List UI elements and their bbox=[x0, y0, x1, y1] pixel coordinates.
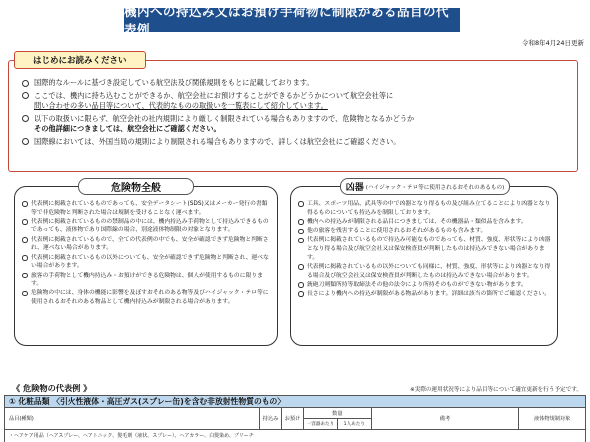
circle-bullet-icon bbox=[298, 219, 304, 225]
table-header bbox=[4, 408, 586, 430]
column-item: 品目(種類) bbox=[5, 408, 260, 429]
category-bar: ① 化粧品類 〈引火性液体・高圧ガス(スプレー缶)を含む非放射性物質のもの〉 bbox=[4, 395, 586, 408]
section-note: ※実際の運用状況等により品目等について適宜更新を行う予定です。 bbox=[410, 387, 582, 393]
weapons-heading-note: (ハイジャック・テロ等に使用されるおそれのあるもの) bbox=[365, 184, 505, 191]
list-item: 代表例に掲載されているもの以外についても同様に、材質、強度、形状等により凶器となり得る場合及び航空会社又は保安検査員が判断したものは持込みできない場合があります。 bbox=[298, 263, 554, 280]
circle-bullet-icon bbox=[22, 92, 29, 99]
weapons-heading: 凶器 (ハイジャック・テロ等に使用されるおそれのあるもの) bbox=[340, 178, 510, 195]
circle-bullet-icon bbox=[22, 115, 29, 122]
table-row: ・ヘアケア用品（ヘアスプレー、ヘアトニック、髪毛剤（液状、スプレー）、ヘアカラー、白髪染め、ブリーチ bbox=[4, 430, 586, 442]
list-item: 長さにより機内への持込が制限がある物品があります。詳細は該当の箇所でご確認ください。 bbox=[298, 290, 554, 299]
dangerous-goods-heading: 危険物全般 bbox=[78, 178, 194, 195]
circle-bullet-icon bbox=[22, 237, 28, 243]
list-item: 代表例に掲載されているものであっても、安全データシート(SDS)又はメーカー発行の書類等で非危険物と判断された場合は規制を受けることなく運べます。 bbox=[22, 200, 272, 217]
circle-bullet-icon bbox=[22, 273, 28, 279]
circle-bullet-icon bbox=[22, 219, 28, 225]
circle-bullet-icon bbox=[22, 80, 29, 87]
updated-date: 令和8年4月24日更新 bbox=[521, 39, 584, 47]
column-quantity: 数量 一容器あたり 1人あたり bbox=[304, 408, 372, 429]
list-item: 代表例に掲載されているもの以外についても、安全が確認できず危険物と判断され、運べない場合があります。 bbox=[22, 254, 272, 271]
list-item: 機内への持込みが制限される品目につきましては、その機器品・類似品を含みます。 bbox=[298, 218, 554, 227]
intro-item: 以下の取扱いに限らず、航空会社の社内規則により厳しく制限されている場合もありますので、危険物となるかどうか その他詳細につきましては、航空会社にご確認ください。 bbox=[22, 114, 572, 135]
dangerous-goods-list bbox=[22, 200, 272, 307]
circle-bullet-icon bbox=[298, 201, 304, 207]
list-item: 工具、スポーツ用品、武具等の中で凶器となり得るもの及び組み立てることにより凶器となり得るものについても持込みを制限しております。 bbox=[298, 200, 554, 217]
intro-item: ここでは、機内に持ち込むことができるか、航空会社にお預けすることができるかどうかについて航空会社等に 問い合わせの多い品目等について、代表的なものの取扱いを一覧表にして紹介しています。 bbox=[22, 91, 572, 112]
column-qty-per-person: 1人あたり bbox=[343, 422, 365, 427]
circle-bullet-icon bbox=[22, 138, 29, 145]
list-item: 他の旅客を残害することに使用されるおそれがあるものも含みます。 bbox=[298, 227, 554, 236]
list-item: 代表例に掲載されているもので、全ての代表例の中でも、安全が確認できず危険物と判断され、運べない場合があります。 bbox=[22, 236, 272, 253]
intro-heading: はじめにお読みください bbox=[14, 51, 146, 69]
intro-item: 国際線においては、外国当局の規則により制限される場合もありますので、詳しくは航空会社にご確認ください。 bbox=[22, 137, 572, 147]
column-remarks: 備考 bbox=[372, 408, 519, 429]
list-item: 銃砲刀剣類所持等取締法その他の法令により所持そのものができない物があります。 bbox=[298, 281, 554, 290]
circle-bullet-icon bbox=[298, 229, 304, 235]
list-item: 旅客の手荷物として機内持込み・お預けができる危険物は、個人が使用するものに限ります。 bbox=[22, 272, 272, 289]
intro-item: 国際的なルールに基づき設定している航空法及び関係規則をもとに記載しております。 bbox=[22, 78, 572, 88]
page-title: 機内への持込み又はお預け手荷物に制限がある品目の代表例 bbox=[124, 8, 460, 32]
circle-bullet-icon bbox=[298, 282, 304, 288]
circle-bullet-icon bbox=[22, 201, 28, 207]
circle-bullet-icon bbox=[298, 264, 304, 270]
column-carry-on: 持込み bbox=[260, 408, 282, 429]
column-qty-per-container: 一容器あたり bbox=[304, 419, 338, 429]
section-title: 《 危険物の代表例 》 bbox=[12, 383, 92, 393]
list-item: 危険物の中には、身体の機能に影響を及ぼすおそれのある物等及びハイジャック・テロ等に使用されるおそれのある物品として機内持込みが制限される場合があります。 bbox=[22, 289, 272, 306]
circle-bullet-icon bbox=[22, 291, 28, 297]
list-item: 代表例に掲載されているものの禁制品の中には、機内持込み手荷物として持込みできるものであっても、液体物であり国際線の場合、別途液体物制限の対象となります。 bbox=[22, 218, 272, 235]
list-item: 代表例に掲載されているもので持込み可能なものであっても、材質、強度、形状等により凶器となり得る場合及び航空会社又は保安検査員が判断したものは持込みできない場合があります。 bbox=[298, 236, 554, 262]
weapons-list bbox=[298, 200, 554, 299]
circle-bullet-icon bbox=[22, 255, 28, 261]
circle-bullet-icon bbox=[298, 291, 304, 297]
column-checked: お預け bbox=[282, 408, 304, 429]
column-liquid-rule: 液体物規制対象 bbox=[533, 416, 571, 422]
circle-bullet-icon bbox=[298, 238, 304, 244]
intro-list bbox=[22, 78, 572, 149]
